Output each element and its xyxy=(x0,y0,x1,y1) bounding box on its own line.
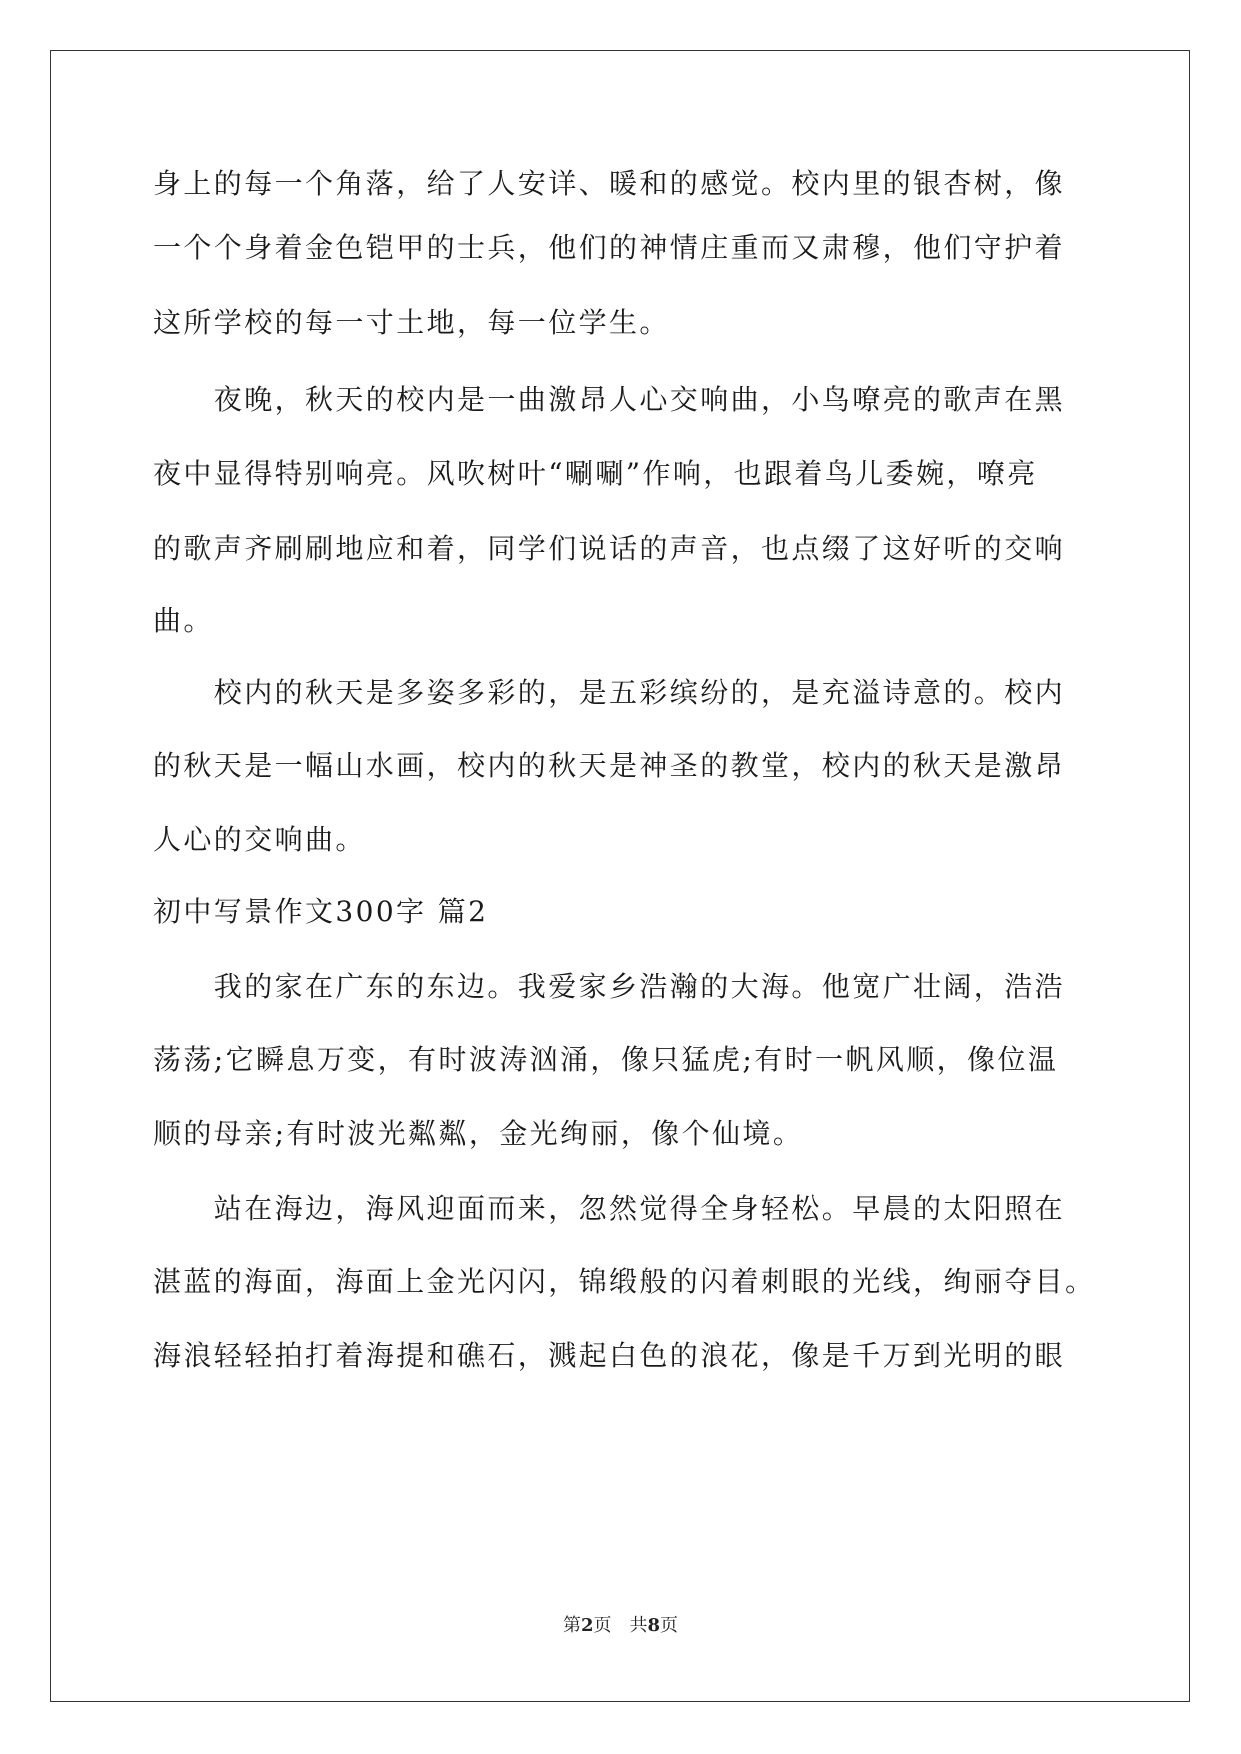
text-line: 这所学校的每一寸土地，每一位学生。 xyxy=(153,306,670,339)
footer-mid: 页 共 xyxy=(593,1615,648,1636)
footer-prefix: 第 xyxy=(562,1615,581,1636)
text-line: 人心的交响曲。 xyxy=(153,823,366,856)
section-heading: 初中写景作文300字 篇2 xyxy=(153,895,489,928)
text-line: 曲。 xyxy=(153,604,214,637)
text-line: 校内的秋天是多姿多彩的，是五彩缤纷的，是充溢诗意的。校内 xyxy=(153,676,1066,709)
text-line: 湛蓝的海面，海面上金光闪闪，锦缎般的闪着刺眼的光线，绚丽夺目。 xyxy=(153,1265,1096,1298)
text-line: 夜中显得特别响亮。风吹树叶“唰唰”作响，也跟着鸟儿委婉，嘹亮 xyxy=(153,457,1038,490)
total-pages-number: 8 xyxy=(647,1615,661,1636)
text-line: 的歌声齐刷刷地应和着，同学们说话的声音，也点缀了这好听的交响 xyxy=(153,532,1066,565)
text-line: 夜晚，秋天的校内是一曲激昂人心交响曲，小鸟嘹亮的歌声在黑 xyxy=(153,383,1066,416)
footer-suffix: 页 xyxy=(660,1615,679,1636)
text-line: 站在海边，海风迎面而来，忽然觉得全身轻松。早晨的太阳照在 xyxy=(153,1192,1066,1225)
current-page-number: 2 xyxy=(580,1615,594,1636)
text-line: 顺的母亲;有时波光粼粼，金光绚丽，像个仙境。 xyxy=(153,1117,804,1150)
text-line: 身上的每一个角落，给了人安详、暖和的感觉。校内里的银杏树，像 xyxy=(153,167,1066,200)
text-line: 我的家在广东的东边。我爱家乡浩瀚的大海。他宽广壮阔，浩浩 xyxy=(153,970,1066,1003)
text-line: 一个个身着金色铠甲的士兵，他们的神情庄重而又肃穆，他们守护着 xyxy=(153,231,1066,264)
text-line: 的秋天是一幅山水画，校内的秋天是神圣的教堂，校内的秋天是激昂 xyxy=(153,749,1066,782)
page-footer xyxy=(0,1615,1241,1637)
page-frame xyxy=(50,50,1190,1702)
text-line: 荡荡;它瞬息万变，有时波涛汹涌，像只猛虎;有时一帆风顺，像位温 xyxy=(153,1043,1059,1076)
text-line: 海浪轻轻拍打着海提和礁石，溅起白色的浪花，像是千万到光明的眼 xyxy=(153,1339,1066,1372)
